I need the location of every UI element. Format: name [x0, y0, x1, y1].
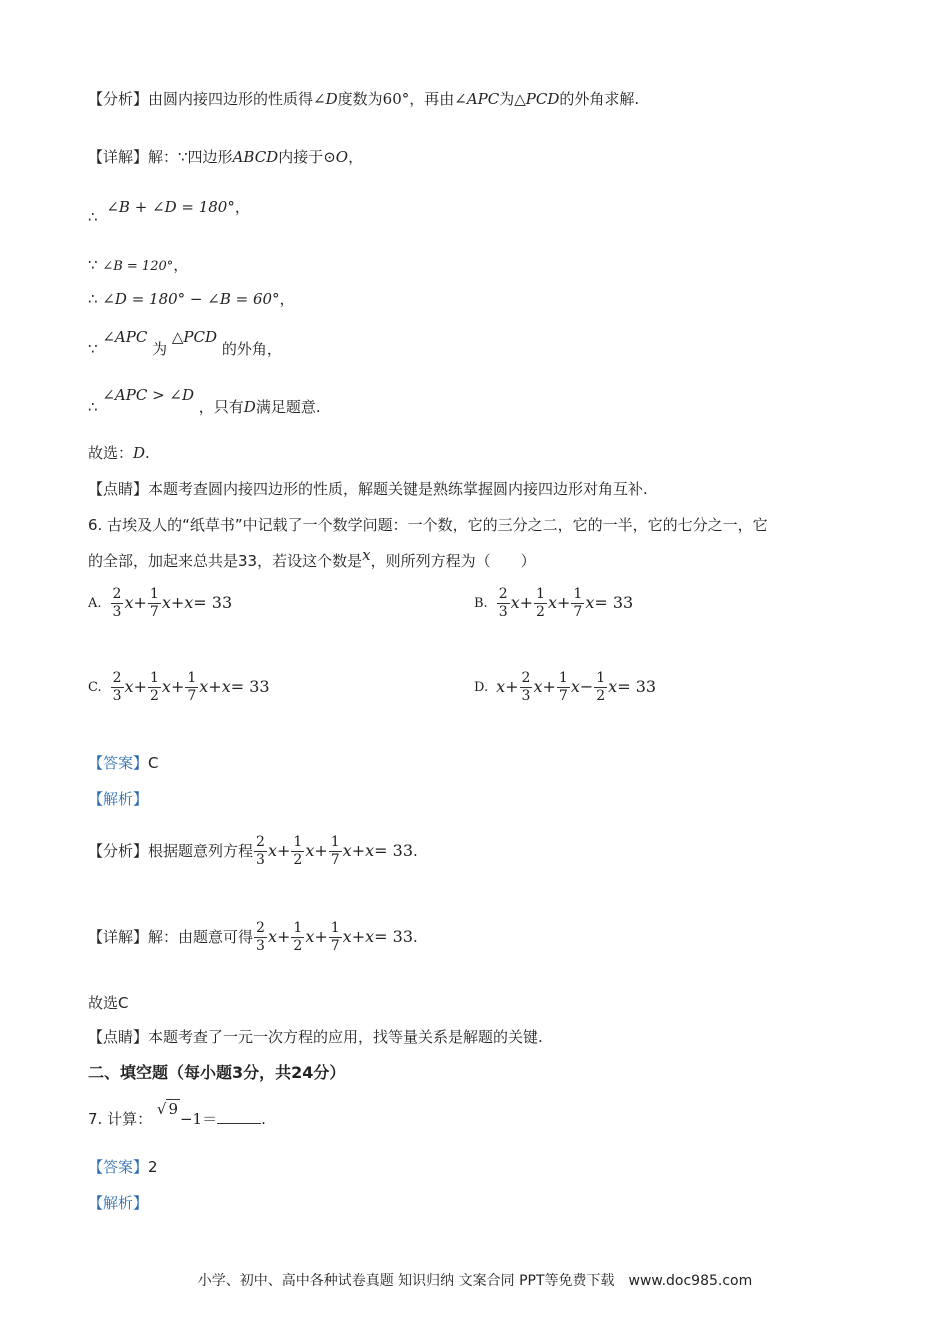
option-b[interactable]: B. $\frac{2}{3}$ x+ $\frac{1}{2}$ x+ $\frac{1}{7}$ x= 33 — [474, 586, 634, 620]
option-d[interactable]: D. x+ $\frac{2}{3}$ x+ $\frac{1}{7}$ x− $\frac{1}{2}$ x= 33 — [474, 670, 657, 704]
q5-step-1: ∴ ∠B + ∠D = 180°， — [88, 198, 250, 226]
q7-jiexi: 【解析】 — [88, 1194, 149, 1212]
q6-stem-line-1: 6. 古埃及人的“纸草书”中记载了一个数学问题：一个数，它的三分之二，它的一半，它的七分之一，它 — [88, 516, 768, 534]
footer-text: 小学、初中、高中各种试卷真题 知识归纳 文案合同 PPT等免费下载 www.doc985.com — [197, 1273, 753, 1289]
analysis-tag: 【分析】 — [88, 90, 149, 108]
detail-tag: 【详解】 — [88, 148, 149, 166]
q6-detail: 【详解】解：由题意可得 $\frac{2}{3}$ x+ $\frac{1}{2}$ x+ $\frac{1}{7}$ x+x= 33. — [88, 920, 418, 954]
q6-stem-line-2: 的全部，加起来总共是33，若设这个数是x，则所列方程为（ ） — [88, 546, 536, 570]
section-title: 二、填空题（每小题3分，共24分） — [88, 1063, 346, 1082]
q5-choose: 故选：D. — [88, 444, 150, 462]
q5-step-3: ∴ ∠D = 180° − ∠B = 60°， — [88, 290, 295, 308]
q7-stem: 7. 计算： √ 9−1＝ . — [88, 1100, 266, 1128]
q5-analysis: 【分析】由圆内接四边形的性质得∠D度数为60°，再由∠APC为△PCD的外角求解. — [88, 90, 640, 108]
q5-step-2: ∵ ∠B = 120°， — [88, 256, 189, 274]
q7-answer: 【答案】2 — [88, 1158, 158, 1176]
q5-comment: 【点睛】本题考查圆内接四边形的性质，解题关键是熟练掌握圆内接四边形对角互补. — [88, 480, 648, 498]
q5-step-4: ∵ ∠APC 为 △PCD 的外角， — [88, 328, 282, 358]
q5-step-5: ∴ ∠APC > ∠D ，只有D满足题意. — [88, 386, 321, 416]
q6-comment: 【点睛】本题考查了一元一次方程的应用，找等量关系是解题的关键. — [88, 1028, 543, 1046]
q5-detail: 【详解】解：∵四边形ABCD内接于⊙O， — [88, 148, 364, 166]
option-c[interactable]: C. $\frac{2}{3}$ x+ $\frac{1}{2}$ x+ $\frac{1}{7}$ x+x= 33 — [88, 670, 270, 704]
q6-choose: 故选C — [88, 994, 129, 1012]
q6-jiexi: 【解析】 — [88, 790, 149, 808]
option-a[interactable]: A. $\frac{2}{3}$ x+ $\frac{1}{7}$ x+x= 33 — [88, 586, 233, 620]
answer-blank — [217, 1109, 261, 1124]
sqrt-expression: √ 9 — [156, 1100, 178, 1118]
q6-answer: 【答案】C — [88, 754, 159, 772]
q6-analysis: 【分析】根据题意列方程 $\frac{2}{3}$ x+ $\frac{1}{2}$ x+ $\frac{1}{7}$ x+x= 33. — [88, 834, 418, 868]
